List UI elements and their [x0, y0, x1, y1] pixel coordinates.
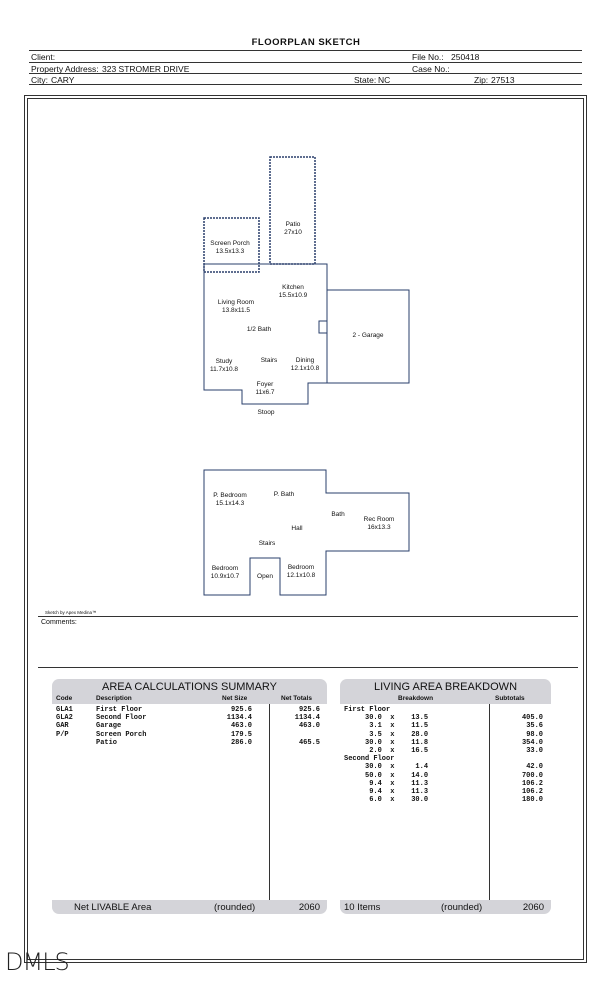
room-label: P. Bedroom 15.1x14.3: [213, 492, 247, 507]
dmls-logo: DMLS: [5, 948, 69, 976]
room-label: Stairs: [260, 357, 278, 364]
room-label: 1/2 Bath: [246, 326, 272, 333]
room-label: Rec Room 16x13.3: [363, 516, 395, 531]
sketch-credit: Sketch by Apex Medina™: [45, 610, 97, 615]
area-net-totals: 925.6 1134.4 463.0 465.5: [294, 706, 320, 747]
case-no-label: Case No.:: [412, 64, 450, 74]
net-livable-total: 2060: [298, 902, 320, 913]
col-code: Code: [56, 695, 73, 702]
room-label: Bedroom 10.9x10.7: [210, 565, 240, 580]
breakdown-rounded: (rounded): [441, 902, 483, 913]
col-breakdown: Breakdown: [398, 695, 434, 702]
zip-value: 27513: [491, 75, 515, 85]
zip-label: Zip:: [474, 75, 489, 85]
file-no-value: 250418: [451, 52, 480, 62]
room-label: P. Bath: [273, 491, 295, 498]
state-value: NC: [378, 75, 391, 85]
room-label: Bath: [331, 511, 345, 518]
net-livable-label: Net LIVABLE Area: [74, 902, 152, 913]
living-breakdown-title: LIVING AREA BREAKDOWN: [373, 681, 518, 693]
area-descriptions: First Floor Second Floor Garage Screen Porch Patio: [96, 706, 147, 747]
area-net-sizes: 925.6 1134.4 463.0 179.5 286.0: [226, 706, 252, 747]
room-label: Screen Porch 13.5x13.3: [210, 240, 250, 255]
patio-outline: [270, 157, 315, 264]
room-label: Stairs: [258, 540, 276, 547]
net-livable-rounded: (rounded): [214, 902, 256, 913]
address-value: 323 STROMER DRIVE: [102, 64, 190, 74]
page-title: FLOORPLAN SKETCH: [251, 37, 361, 48]
room-label: Open: [257, 573, 273, 580]
city-value: CARY: [51, 75, 75, 85]
col-net-size: Net Size: [222, 695, 248, 702]
breakdown-items: 10 Items: [344, 902, 381, 913]
room-label: Study 11.7x10.8: [209, 358, 239, 373]
col-description: Description: [96, 695, 132, 702]
col-subtotals: Subtotals: [495, 695, 525, 702]
living-breakdown-panel: [340, 679, 551, 914]
client-label: Client:: [31, 52, 56, 62]
area-codes: GLA1 GLA2 GAR P/P: [56, 706, 73, 739]
comments-label: Comments:: [41, 619, 77, 626]
room-label: Stoop: [257, 409, 275, 416]
area-summary-panel: [52, 679, 327, 914]
breakdown-subtotals: 405.0 35.6 98.0 354.0 33.0 42.0 700.0 106.2 106.2 180.0: [521, 714, 543, 805]
room-label: Patio 27x10: [284, 221, 302, 236]
city-label: City:: [31, 75, 48, 85]
col-net-totals: Net Totals: [281, 695, 312, 702]
breakdown-values: First Floor 30.0 x 13.5 3.1 x 11.5 3.5 x 28.0 30.0 x 11.8 2.0 x 16.5 Second Floor 30.0 x 1.4 50.0 x 14.0 9.4 x 11.3 9.4 x 11.3 6.0 x 30.0: [344, 706, 429, 805]
area-summary-title: AREA CALCULATIONS SUMMARY: [101, 681, 278, 693]
room-label: Bedroom 12.1x10.8: [286, 564, 316, 579]
room-label: Hall: [291, 525, 303, 532]
address-label: Property Address:: [31, 64, 99, 74]
state-label: State:: [354, 75, 377, 85]
room-label: Living Room 13.8x11.5: [217, 299, 255, 314]
file-no-label: File No.:: [412, 52, 444, 62]
room-label: Foyer 11x6.7: [255, 381, 275, 396]
breakdown-total: 2060: [522, 902, 544, 913]
room-label: Kitchen 15.5x10.9: [278, 284, 308, 299]
room-label: 2 - Garage: [352, 332, 384, 339]
room-label: Dining 12.1x10.8: [290, 357, 320, 372]
